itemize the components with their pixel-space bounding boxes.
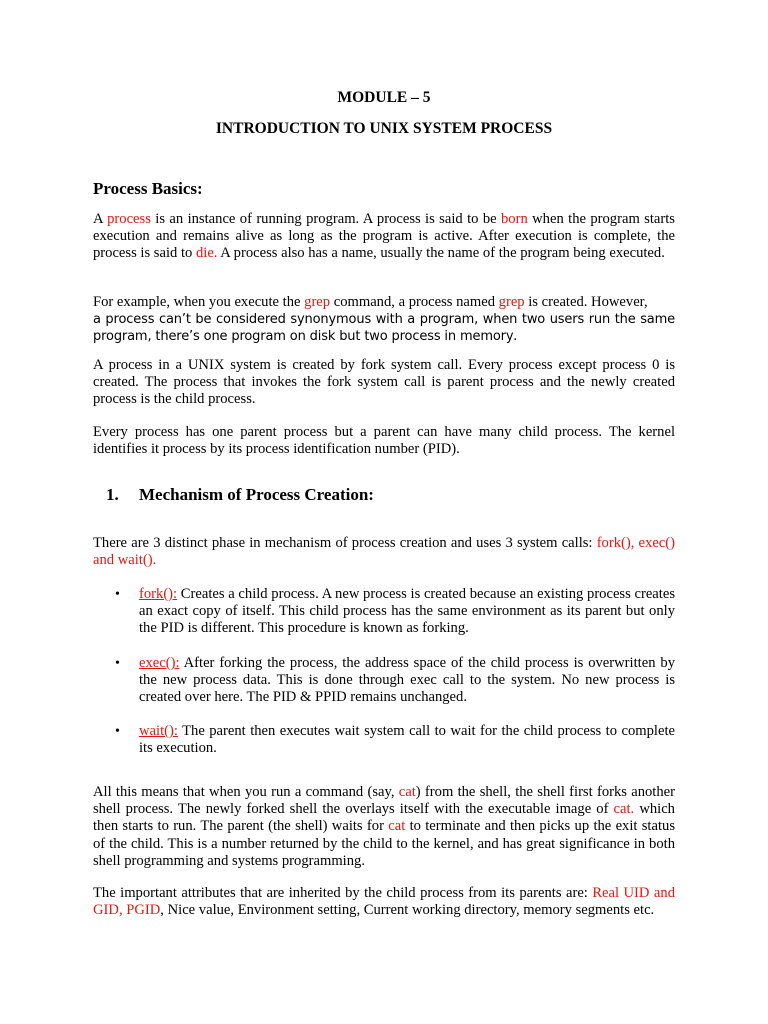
list-item-fork: fork(): Creates a child process. A new process is created because an existing process creates an exact copy of itself. This child process has the same environment as its parent but only the PID is different. This procedure is known as forking. [139,586,675,637]
term-process: process [107,211,151,227]
section-number: 1. [106,485,119,504]
page-title: INTRODUCTION TO UNIX SYSTEM PROCESS [215,120,553,137]
term-cat-terminate: cat [388,818,406,835]
section-heading-process-basics: Process Basics: [93,179,203,198]
list-item-exec: exec(): After forking the process, the address space of the child process is overwritten by the new process data. This is done through exec call to the system. No new process is created over here. The PID & PPID remains unchanged. [139,655,675,706]
module-number: MODULE – 5 [337,89,431,106]
list-item-wait: wait(): The parent then executes wait system call to wait for the child process to complete its execution. [139,723,675,757]
term-wait: wait(): [139,723,178,739]
term-grep: grep [304,294,331,310]
paragraph-fork-system-call: A process in a UNIX system is created by fork system call. Every process except process 0 is created. The process that invokes the fork system call is parent process and the newly created process is the child process. [93,357,675,408]
paragraph-parent-child-pid: Every process has one parent process but a parent can have many child process. The kernel identifies it process by its process identification number (PID). [93,424,675,458]
term-system-calls: fork(), exec() and wait(). [93,535,676,569]
paragraph-inherited-attributes: The important attributes that are inherited by the child process from its parents are: Real UID and GID, PGID, Nice value, Environment setting, Current working directory, memory segments etc. [93,885,675,919]
term-born: born [500,211,528,227]
bullet-icon: • [115,724,120,739]
term-die: die. [195,245,218,262]
section-heading-mechanism: Mechanism of Process Creation: [139,485,374,504]
bullet-icon: • [115,587,120,602]
term-grep-process: grep [498,294,525,310]
term-fork: fork(): [139,586,178,602]
term-real-uid-gid-pgid: Real UID and GID, PGID [93,885,675,919]
paragraph-three-phases: There are 3 distinct phase in mechanism of process creation and uses 3 system calls: fork(), exec() and wait(). [93,535,676,569]
paragraph-shell-example: All this means that when you run a command (say, cat) from the shell, the shell first forks another shell process. The newly forked shell the overlays itself with the executable image of cat. which then starts to run. The parent (the shell) waits for cat to terminate and then picks up the exit status of the child. This is a number returned by the child to the kernel, and has great significance in both shell programming and systems programming. [93,784,675,869]
paragraph-grep-example: For example, when you execute the grep command, a process named grep is created. However, a process can’t be considered synonymous with a program, when two users run the same program, there’s one program on disk but two process in memory. [93,294,675,345]
bullet-icon: • [115,656,120,671]
term-cat-image: cat. [613,801,635,818]
paragraph-process-definition: A process is an instance of running program. A process is said to be born when the program starts execution and remains alive as long as the program is active. After execution is complete, the process is said to die. A process also has a name, usually the name of the program being executed. [93,211,675,262]
term-exec: exec(): [139,655,180,671]
term-cat: cat [398,784,416,800]
